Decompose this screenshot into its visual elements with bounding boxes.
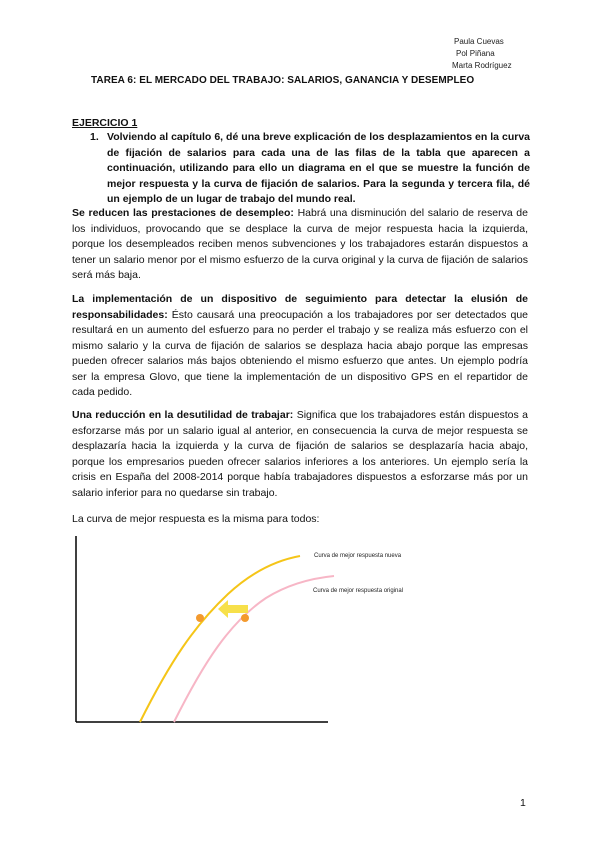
author-3: Marta Rodríguez [452, 61, 512, 70]
paragraph-body: Significa que los trabajadores están dispuestos a esforzarse más por un salario igual al anterior, en consecuencia la curva de mejor respuesta se desplazaría hacia la izquierda y la curva de fijación de salarios se desplazaría hacia abajo, porque los empresarios pueden ofrecer salarios inferiores a los anteriores. Un ejemplo sería la crisis en España del 2008-2014 porque había trabajadores dispuestos a esforzarse más por un salario inferior para no quedarse sin trabajo. [72, 409, 528, 499]
curve-new-line [140, 556, 300, 722]
author-2: Pol Piñana [456, 49, 495, 58]
curve-original-line [174, 576, 334, 722]
paragraph-disutility [72, 408, 528, 501]
question-number: 1. [90, 131, 99, 143]
question-text: Volviendo al capítulo 6, dé una breve explicación de los desplazamientos en la curva de fijación de salarios para cada una de las filas de la tabla que aparecen a continuación, utilizando para ello un diagrama en el que se muestre la función de mejor respuesta y la curva de fijación de salarios. Para la segunda y tercera fila, dé un ejemplo de un lugar de trabajo del mundo real. [107, 131, 530, 205]
authors-block [454, 36, 530, 72]
page-number: 1 [520, 797, 526, 809]
paragraph-body: Ésto causará una preocupación a los trabajadores por ser detectados que resultará en un aumento del esfuerzo para no perder el trabajo y se realiza más esfuerzo con el mismo salario y la curva de fijación de salarios se desplaza hacia abajo porque las empresas pueden ofrecer salarios más bajos obteniendo el mismo esfuerzo que antes. Un ejemplo podría ser la empresa Glovo, que tiene la implementación de un dispositivo GPS en el repartidor de cada pedido. [72, 308, 528, 398]
figure-caption: La curva de mejor respuesta es la misma para todos: [72, 513, 320, 525]
exercise-heading: EJERCICIO 1 [72, 117, 138, 129]
paragraph-monitoring-device [72, 292, 528, 401]
marker-original-curve [241, 614, 249, 622]
paragraph-unemployment-benefits [72, 206, 528, 284]
best-response-chart [68, 530, 408, 730]
document-title: TAREA 6: EL MERCADO DEL TRABAJO: SALARIOS, GANANCIA Y DESEMPLEO [91, 75, 475, 86]
paragraph-body: Habrá una disminución del salario de reserva de los individuos, provocando que se desplace la curva de mejor respuesta hacia la izquierda, porque los desempleados reciben menos subvenciones y los trabajadores estarán dispuestos a tener un salario menor por el mismo esfuerzo de la curva original y la curva de fijación de salarios será más baja. [72, 207, 528, 281]
legend-label-original: Curva de mejor respuesta original [313, 588, 404, 594]
paragraph-lead: La implementación de un dispositivo de seguimiento para detectar la elusión de responsabilidades: [72, 293, 528, 321]
legend-label-new: Curva de mejor respuesta nueva [314, 553, 402, 559]
question-item [90, 130, 530, 208]
paragraph-lead: Se reducen las prestaciones de desempleo: [72, 207, 294, 219]
marker-new-curve [196, 614, 204, 622]
author-1: Paula Cuevas [454, 37, 504, 46]
paragraph-lead: Una reducción en la desutilidad de trabajar: [72, 409, 294, 421]
